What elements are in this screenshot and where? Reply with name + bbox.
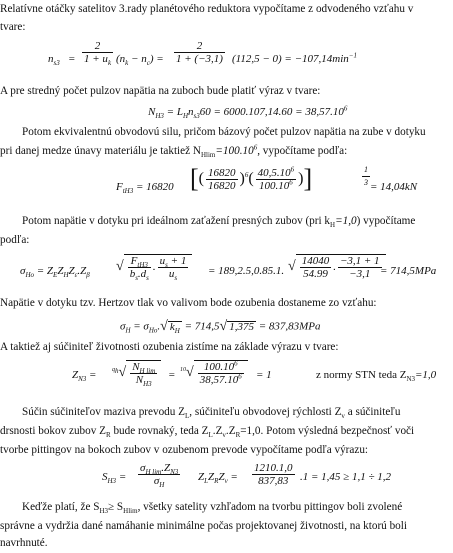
paragraph-5: Napätie v dotyku tzv. Hertzov tlak vo valivom bode ozubenia dostaneme zo vzťahu: xyxy=(0,297,377,309)
formula-safety-factor: $S_{H3}$ = $\frac{\sigma_{H lim}.Z_{N3}}{\sigma_H}$ $Z_LZ_RZ_v$ = $\frac{1210.1,0}{837,83}$ .1 = 1,45 ≥ 1,1 ÷ 1,2 xyxy=(102,462,391,490)
paragraph-8-line-2: správne a vydržia dané namáhanie minimálne počas projektovanej životnosti, na ktorú boli xyxy=(0,520,407,532)
paragraph-4-line-1: Potom napätie v dotyku pri ideálnom zaťažení presných zubov (pri $k_H=1,0$) vypočítame xyxy=(22,215,416,230)
paragraph-8-line-3: navrhnuté. xyxy=(0,537,48,549)
paragraph-3-line-2: pri danej medze únavy materiálu je taktiež $N_{Hlim}=100.10^6$, vypočítame podľa: xyxy=(0,143,348,160)
paragraph-2: A pre stredný počet pulzov napätia na zuboch bude platiť výraz v tvare: xyxy=(0,85,321,97)
paragraph-7-line-1: Súčin súčiniteľov maziva prevodu $Z_L$, súčiniteľu obvodovej rýchlosti $Z_v$ a súčiniteľu xyxy=(22,406,401,421)
paragraph-6: A taktiež aj súčiniteľ životnosti ozubenia zistíme na základe výrazu v tvare: xyxy=(0,341,339,353)
formula-pulse-count: $N_{H3} = L_Hn_{s3}60 = 6000.107,14.60 = 38,57.10^6$ xyxy=(148,104,348,121)
formula-tangential-force: $F_{tH3} = 16820$ [( $\frac{16820}{16820}$ )$^6$( $\frac{40,5.10^6}{100.10^6}$ )] $\frac{1}{3}$ = 14,04kN xyxy=(116,164,418,196)
paragraph-3-line-1: Potom ekvivalentnú obvodovú silu, pričom bázový počet pulzov napätia na zube v dotyku xyxy=(22,126,426,138)
paragraph-7-line-2: drsnosti bokov zubov $Z_R$ bude rovnaký, teda $Z_L.Z_v.Z_R=1,0$. Potom výsledná bezpečnosť voči xyxy=(0,425,415,440)
paragraph-8-line-1: Keďže platí, že $S_{H3}\ge S_{Hlim}$, všetky satelity vzhľadom na tvorbu pittingov boli zvolené xyxy=(22,501,403,516)
formula-contact-stress-ideal: $\sigma_{Ho} = Z_EZ_HZ_\varepsilon.Z_\beta$ √ $\frac{F_{tH3}}{b_s.d_s}$ . $\frac{u_s + 1}{u_s}$ = 189,2.5,0.85.1. √ $\frac{14040}{54.99}$ . $\frac{-3,1 + 1}{-3,1}$ = 714,5MPa xyxy=(20,255,437,283)
paragraph-7-line-3: tvorbe pittingov na bokoch zubov v ozubenom prevode vypočítame podľa výrazu: xyxy=(0,444,369,456)
formula-life-factor: $Z_{N3}$ = $^{q_h}$√ $\frac{N_{H lim}}{N_{H3}}$ = $^{10}$√ $\frac{100.10^6}{38,57.10^6}$ = 1 z normy STN teda $Z_{N3}=1,0$ xyxy=(72,359,437,389)
formula-relative-speed: $n_{s3}$ = $\frac{2}{1 + u_k}$ $(n_k - n_c)$ = $\frac{2}{1 + (-3,1)}$ $(112,5 - 0) = -107,14\min^{-1}$ xyxy=(48,40,358,68)
paragraph-1-line-2: tvare: xyxy=(0,21,26,33)
paragraph-4-line-2: podľa: xyxy=(0,234,30,246)
paragraph-1-line-1: Relatívne otáčky satelitov 3.rady planétového reduktora vypočítame z odvodeného vzťahu v xyxy=(0,3,414,15)
formula-hertz-pressure: $\sigma_H = \sigma_{Ho}.√$ $k_H = 714,5√$ 1,375 = 837,83MPa xyxy=(120,319,321,336)
